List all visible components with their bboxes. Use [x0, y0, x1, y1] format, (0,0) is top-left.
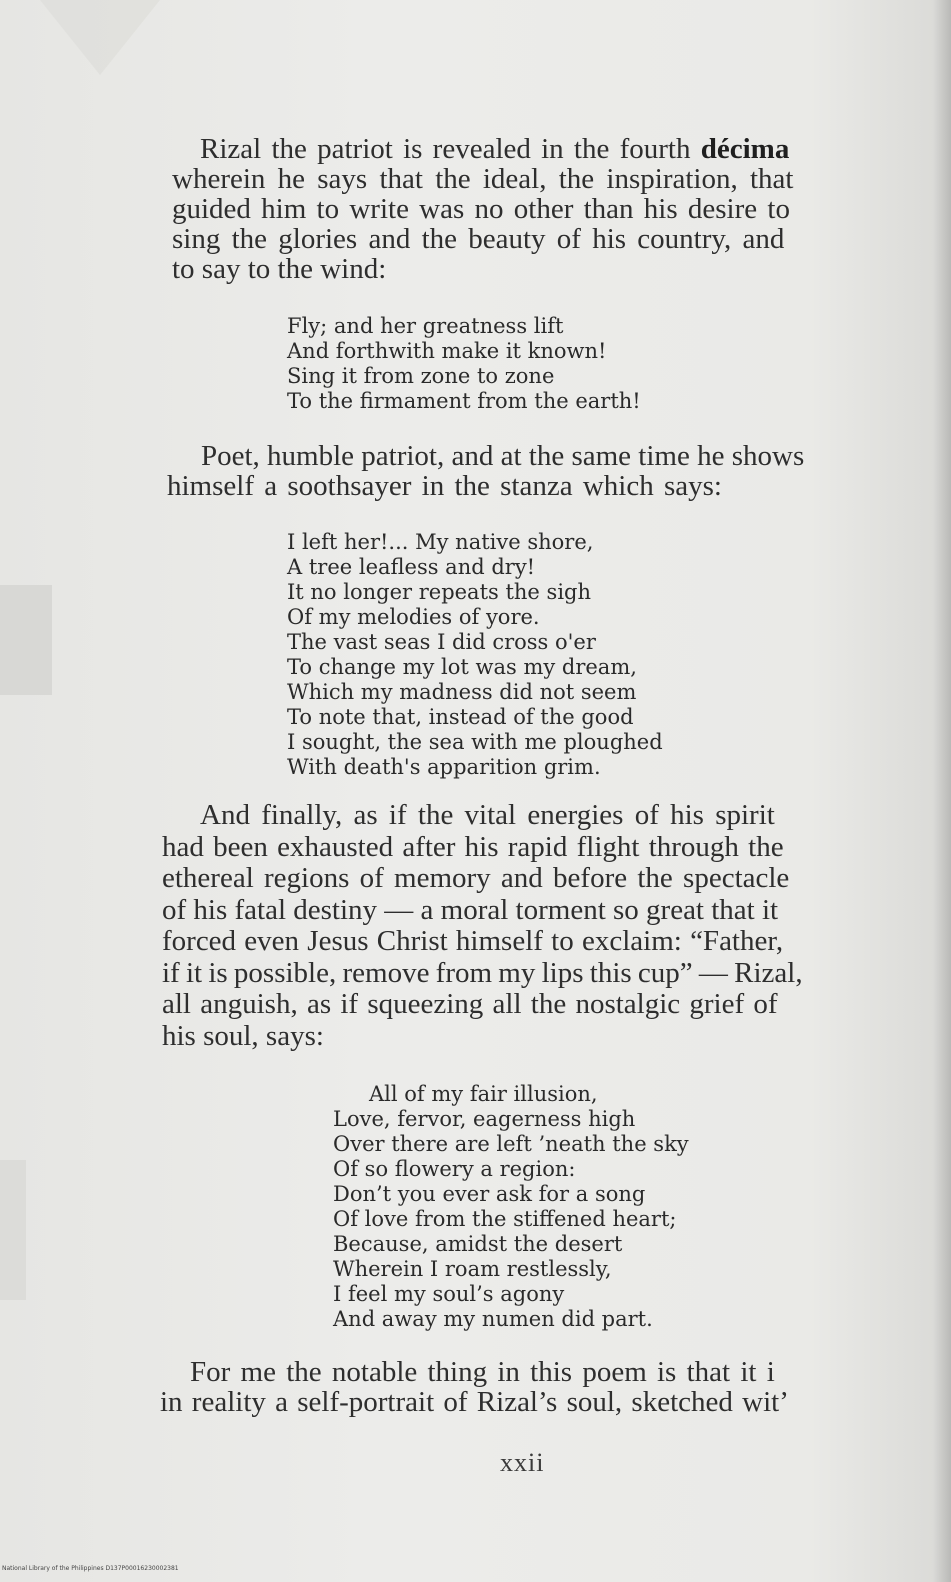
- verse-line: Wherein I roam restlessly,: [333, 1257, 612, 1281]
- paragraph-line: had been exhausted after his rapid flight through the: [162, 830, 784, 863]
- paragraph-line: his soul, says:: [162, 1019, 324, 1052]
- page-edge-mark: [0, 585, 52, 695]
- verse-line: Of so flowery a region:: [333, 1157, 576, 1181]
- verse-line: Fly; and her greatness lift: [287, 314, 564, 338]
- verse-line: Of my melodies of yore.: [287, 605, 540, 629]
- verse-stanza-fair-illusion: [333, 1082, 689, 1332]
- verse-line: To change my lot was my dream,: [287, 655, 637, 679]
- paragraph-line: Rizal the patriot is revealed in the fourth décima: [200, 133, 790, 165]
- paragraph-line: guided him to write was no other than his desire to: [172, 193, 790, 225]
- paragraph-line: if it is possible, remove from my lips this cup” — Rizal,: [162, 956, 803, 989]
- verse-line: Love, fervor, eagerness high: [333, 1107, 636, 1131]
- verse-line: Sing it from zone to zone: [287, 364, 555, 388]
- verse-line: Don’t you ever ask for a song: [333, 1182, 646, 1206]
- paragraph-self-portrait: [160, 1357, 789, 1417]
- verse-stanza-fly: [287, 314, 641, 414]
- verse-line: The vast seas I did cross o'er: [287, 630, 596, 654]
- verse-line: All of my fair illusion,: [369, 1082, 598, 1106]
- verse-line: Over there are left ’neath the sky: [333, 1132, 689, 1156]
- verse-line: It no longer repeats the sigh: [287, 580, 591, 604]
- paragraph-line: forced even Jesus Christ himself to exclaim: “Father,: [162, 925, 784, 957]
- page-number: xxii: [500, 1448, 545, 1477]
- paragraph-line: all anguish, as if squeezing all the nostalgic grief of: [162, 988, 778, 1020]
- verse-line: A tree leafless and dry!: [287, 555, 536, 579]
- paragraph-line: For me the notable thing in this poem is that it i: [190, 1356, 775, 1388]
- paragraph-decima: [172, 134, 793, 284]
- paragraph-line: himself a soothsayer in the stanza which says:: [167, 470, 722, 502]
- verse-line: And away my numen did part.: [333, 1307, 653, 1331]
- paragraph-soothsayer: [167, 441, 804, 501]
- verse-line: Which my madness did not seem: [287, 680, 637, 704]
- verse-line: To the firmament from the earth!: [287, 389, 641, 413]
- paragraph-line: Poet, humble patriot, and at the same time he shows: [201, 440, 805, 472]
- verse-line: Because, amidst the desert: [333, 1232, 623, 1256]
- verse-line: I feel my soul’s agony: [333, 1282, 565, 1306]
- paragraph-finally: [162, 800, 803, 1052]
- paragraph-line: And finally, as if the vital energies of his spirit: [200, 799, 775, 831]
- paragraph-line: in reality a self-portrait of Rizal’s soul, sketched wit’: [160, 1386, 789, 1418]
- verse-line: To note that, instead of the good: [287, 705, 634, 729]
- verse-line: And forthwith make it known!: [287, 339, 607, 363]
- verse-line: Of love from the stiffened heart;: [333, 1207, 677, 1231]
- page-edge-mark: [0, 1160, 26, 1300]
- library-stamp: National Library of the Philippines D137P00016230002381: [2, 1565, 179, 1572]
- verse-line: With death's apparition grim.: [287, 755, 601, 779]
- paragraph-line: ethereal regions of memory and before the spectacle: [162, 862, 790, 894]
- paragraph-line: wherein he says that the ideal, the inspiration, that: [172, 163, 794, 195]
- binding-shadow: [933, 0, 951, 1582]
- paragraph-line: sing the glories and the beauty of his country, and: [172, 223, 785, 255]
- paragraph-line: to say to the wind:: [172, 253, 387, 285]
- page-corner-fold: [40, 0, 160, 75]
- paragraph-line: of his fatal destiny — a moral torment so great that it: [162, 893, 779, 926]
- bold-term-decima: décima: [700, 133, 790, 165]
- verse-line: I sought, the sea with me ploughed: [287, 730, 663, 754]
- verse-line: I left her!... My native shore,: [287, 530, 594, 554]
- verse-stanza-left-her: [287, 530, 663, 780]
